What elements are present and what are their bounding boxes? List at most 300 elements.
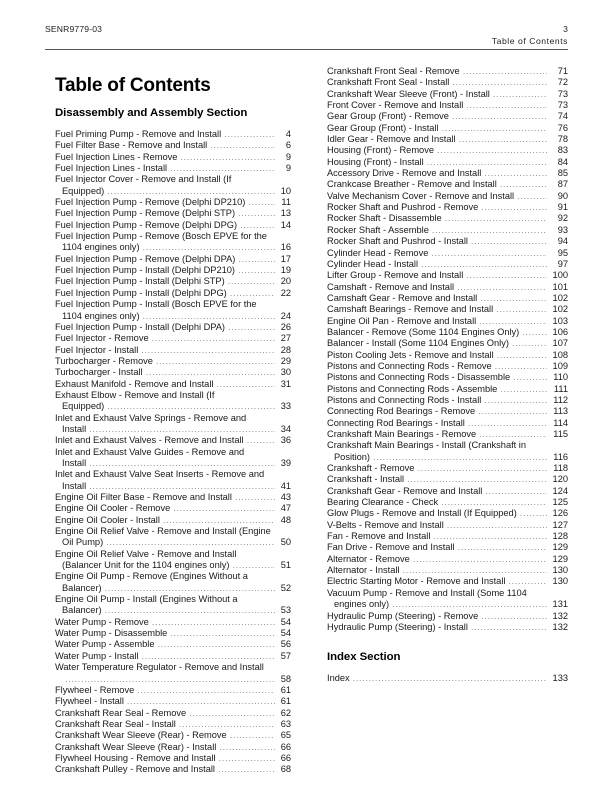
toc-entry-line (327, 611, 568, 622)
toc-entry[interactable] (55, 503, 291, 514)
toc-entry[interactable] (327, 304, 568, 315)
toc-entry-line (55, 583, 291, 594)
toc-entry[interactable] (55, 742, 291, 753)
toc-entry-page-number: 61 (280, 696, 291, 707)
toc-entry[interactable] (327, 440, 568, 463)
toc-entry[interactable] (55, 662, 291, 685)
toc-leader-dots (479, 429, 547, 440)
toc-leader-dots (230, 288, 275, 299)
toc-entry-line (55, 515, 291, 526)
toc-leader-dots (478, 406, 547, 417)
toc-leader-dots (216, 379, 275, 390)
toc-leader-dots (163, 515, 275, 526)
toc-entry[interactable] (327, 225, 568, 236)
toc-entry[interactable] (55, 696, 291, 707)
toc-entry-line (327, 463, 568, 474)
toc-entry-line (55, 639, 291, 650)
toc-entry[interactable] (327, 202, 568, 213)
toc-entry[interactable] (327, 66, 568, 77)
toc-entry-page-number: 132 (552, 621, 568, 632)
toc-leader-dots (248, 197, 275, 208)
toc-leader-dots (152, 617, 275, 628)
toc-entry[interactable] (55, 594, 291, 617)
toc-entry-page-number: 31 (280, 378, 291, 389)
toc-entry-page-number: 97 (557, 258, 568, 269)
toc-entry-text-line: Fuel Injection Pump - Remove (Bosch EPVE for the (55, 231, 267, 242)
toc-entry[interactable] (327, 248, 568, 259)
toc-entry-title: Crankshaft Rear Seal - Remove (55, 707, 187, 718)
toc-entry-title: Rocker Shaft - Disassemble (327, 213, 442, 224)
toc-entry-page-number: 132 (552, 610, 568, 621)
toc-entry[interactable] (55, 753, 291, 764)
toc-entry-line (327, 123, 568, 134)
toc-entry-line (55, 503, 291, 514)
toc-entry[interactable] (327, 384, 568, 395)
toc-entry[interactable] (55, 197, 291, 208)
toc-leader-dots (457, 282, 547, 293)
toc-entry-page-number: 103 (552, 315, 568, 326)
toc-entry-line (55, 345, 291, 356)
toc-entry-title: Rocker Shaft and Pushrod - Remove (327, 202, 479, 213)
toc-entry-page-number: 30 (280, 367, 291, 378)
toc-entry[interactable] (55, 276, 291, 287)
toc-leader-dots (106, 537, 275, 548)
toc-entry-line (327, 270, 568, 281)
toc-entry-page-number: 20 (280, 276, 291, 287)
toc-entry[interactable] (55, 333, 291, 344)
toc-entry[interactable] (327, 316, 568, 327)
toc-entry-line (55, 220, 291, 231)
toc-leader-dots (485, 486, 547, 497)
toc-entry[interactable] (327, 520, 568, 531)
toc-entry[interactable] (327, 338, 568, 349)
toc-entry-line (55, 696, 291, 707)
toc-entry[interactable] (55, 447, 291, 470)
header-section-label: Table of Contents (491, 35, 568, 46)
toc-entry-line (55, 367, 291, 378)
toc-entry-title: Equipped) (62, 401, 105, 412)
header-rule (45, 49, 568, 50)
toc-entry[interactable] (327, 157, 568, 168)
toc-entry[interactable] (327, 611, 568, 622)
toc-leader-dots (495, 361, 547, 372)
toc-entry-title: Piston Cooling Jets - Remove and Install (327, 349, 494, 360)
toc-entry[interactable] (55, 367, 291, 378)
toc-entry[interactable] (55, 174, 291, 197)
toc-leader-dots (512, 338, 547, 349)
toc-entry-title: Fuel Injector - Install (55, 344, 139, 355)
toc-leader-dots (141, 651, 275, 662)
toc-leader-dots (481, 202, 547, 213)
toc-entry-title: Pistons and Connecting Rods - Assemble (327, 383, 498, 394)
toc-entry-title: Crankshaft Rear Seal - Install (55, 718, 176, 729)
toc-entry-line (327, 134, 568, 145)
toc-entry-title: Engine Oil Cooler - Remove (55, 503, 171, 514)
toc-entry[interactable] (55, 730, 291, 741)
toc-entry-title: Install (62, 457, 87, 468)
toc-entry-page-number: 102 (552, 304, 568, 315)
toc-leader-dots (247, 435, 275, 446)
toc-entry[interactable] (327, 327, 568, 338)
toc-entry-page-number: 47 (280, 503, 291, 514)
toc-entry-page-number: 129 (552, 542, 568, 553)
toc-entry-page-number: 133 (552, 673, 568, 684)
toc-entry-line (327, 406, 568, 417)
toc-entry-page-number: 62 (280, 707, 291, 718)
toc-entry-page-number: 129 (552, 553, 568, 564)
header-top-row (45, 24, 568, 34)
toc-entry[interactable] (55, 708, 291, 719)
toc-entry-page-number: 102 (552, 292, 568, 303)
toc-entry[interactable] (55, 231, 291, 254)
toc-entry-title: Index (327, 673, 350, 684)
toc-entry[interactable] (55, 140, 291, 151)
toc-leader-dots (431, 248, 547, 259)
toc-entry-title: Idler Gear - Remove and Install (327, 134, 456, 145)
toc-entry-page-number: 52 (280, 582, 291, 593)
toc-entry-title: Alternator - Install (327, 565, 400, 576)
toc-entry-title: Fuel Injection Pump - Remove (Delphi DP210) (55, 197, 246, 208)
toc-entry-page-number: 114 (553, 417, 568, 428)
toc-leader-dots (458, 542, 547, 553)
toc-entry-title: Balancer) (62, 605, 102, 616)
toc-leader-dots (417, 463, 547, 474)
toc-entry[interactable] (55, 129, 291, 140)
toc-entry[interactable] (55, 322, 291, 333)
toc-entry-page-number: 36 (280, 435, 291, 446)
toc-entry[interactable] (327, 282, 568, 293)
toc-leader-dots (232, 560, 275, 571)
toc-leader-dots (463, 66, 547, 77)
toc-entry-page-number: 87 (557, 179, 568, 190)
toc-entry[interactable] (327, 486, 568, 497)
toc-entry-title: Housing (Front) - Install (327, 156, 424, 167)
toc-entry-line (327, 77, 568, 88)
toc-entry-title: Fuel Injector - Remove (55, 333, 149, 344)
toc-entry-title: Fuel Priming Pump - Remove and Install (55, 129, 222, 139)
toc-entry[interactable] (55, 413, 291, 436)
toc-entry-page-number: 19 (280, 265, 291, 276)
toc-entry[interactable] (55, 208, 291, 219)
toc-leader-dots (127, 696, 275, 707)
toc-entry[interactable] (327, 270, 568, 281)
toc-entry[interactable] (55, 390, 291, 413)
toc-entry[interactable] (55, 526, 291, 549)
toc-entry-page-number: 118 (553, 463, 568, 474)
toc-entry[interactable] (55, 492, 291, 503)
toc-entry[interactable] (327, 145, 568, 156)
toc-entry[interactable] (327, 463, 568, 474)
section-heading-index: Index Section (327, 651, 401, 664)
toc-entry-page-number: 34 (280, 423, 291, 434)
toc-entry[interactable] (55, 549, 291, 572)
toc-entry-page-number: 74 (557, 111, 568, 122)
toc-leader-dots (230, 730, 275, 741)
toc-entry-title: Crankshaft Pulley - Remove and Install (55, 764, 215, 775)
toc-column-left (55, 107, 291, 776)
toc-entry[interactable] (327, 622, 568, 633)
toc-entry[interactable] (327, 100, 568, 111)
toc-entry-title: Pistons and Connecting Rods - Remove (327, 360, 492, 371)
toc-entry-title: Gear Group (Front) - Remove (327, 111, 449, 122)
toc-entry[interactable] (327, 259, 568, 270)
toc-leader-dots (392, 599, 547, 610)
toc-leader-dots (480, 293, 547, 304)
section-heading-disassembly-and-assembly: Disassembly and Assembly Section (55, 107, 248, 119)
toc-entry-page-number: 10 (280, 185, 291, 196)
toc-entry[interactable] (55, 379, 291, 390)
toc-leader-dots (218, 764, 275, 775)
toc-entry-line (327, 599, 568, 610)
page-header (45, 24, 568, 50)
toc-entry[interactable] (55, 571, 291, 594)
toc-leader-dots (402, 565, 547, 576)
toc-entry-page-number: 72 (557, 77, 568, 88)
toc-entry[interactable] (327, 77, 568, 88)
toc-entry[interactable] (55, 356, 291, 367)
toc-leader-dots (421, 259, 547, 270)
toc-column-right (327, 66, 568, 685)
toc-entry[interactable] (327, 179, 568, 190)
toc-leader-dots (152, 333, 275, 344)
toc-entry-line (55, 651, 291, 662)
toc-entry-title: Fan Drive - Remove and Install (327, 542, 455, 553)
toc-entry-line (55, 537, 291, 548)
toc-entry[interactable] (327, 123, 568, 134)
toc-entry-line (327, 361, 568, 372)
toc-leader-dots (459, 134, 547, 145)
toc-entry-line (327, 554, 568, 565)
toc-entry-page-number: 61 (280, 684, 291, 695)
toc-entry-title: Lifter Group - Remove and Install (327, 270, 464, 281)
toc-leader-dots (427, 157, 547, 168)
toc-leader-dots (437, 145, 547, 156)
toc-entry-line (327, 304, 568, 315)
toc-leader-dots (484, 168, 547, 179)
toc-entry-line (327, 145, 568, 156)
toc-entry[interactable] (327, 406, 568, 417)
toc-entry-page-number: 27 (280, 333, 291, 344)
toc-entry-line (327, 531, 568, 542)
toc-entry[interactable] (327, 508, 568, 519)
toc-entry[interactable] (55, 719, 291, 730)
toc-entry-text-line: Engine Oil Relief Valve - Remove and Install (55, 548, 237, 559)
toc-entry[interactable] (327, 542, 568, 553)
toc-entry-line (55, 424, 291, 435)
toc-entry-text-line: Vacuum Pump - Remove and Install (Some 1104 (327, 587, 527, 598)
toc-entry-page-number: 113 (553, 406, 568, 417)
toc-leader-dots (522, 327, 547, 338)
toc-entry-line (327, 213, 568, 224)
toc-entry[interactable] (327, 531, 568, 542)
toc-entry[interactable] (327, 168, 568, 179)
document-id: SENR9779-03 (45, 24, 103, 34)
toc-entry-title: Fuel Filter Base - Remove and Install (55, 140, 208, 151)
toc-entry[interactable] (55, 163, 291, 174)
toc-entry-line (327, 111, 568, 122)
toc-entry-page-number: 26 (280, 321, 291, 332)
toc-entry-line (327, 191, 568, 202)
toc-leader-dots (442, 123, 547, 134)
toc-entry-title: Crankshaft Gear - Remove and Install (327, 485, 483, 496)
toc-entry[interactable] (55, 628, 291, 639)
toc-entry-title: Flywheel - Install (55, 696, 124, 707)
toc-entry-title: Fuel Injection Pump - Remove (Delphi DPG) (55, 219, 238, 230)
toc-entry[interactable] (55, 515, 291, 526)
toc-leader-dots (189, 708, 275, 719)
toc-entry-title: Camshaft - Remove and Install (327, 281, 455, 292)
toc-entry-title: Equipped) (62, 185, 105, 196)
toc-entry-page-number: 71 (557, 66, 568, 76)
toc-entry[interactable] (55, 288, 291, 299)
toc-entry[interactable] (327, 372, 568, 383)
toc-entry-line (55, 379, 291, 390)
toc-entry-line (55, 560, 291, 571)
toc-leader-dots (156, 356, 275, 367)
toc-entry-title: Crankshaft Wear Sleeve (Rear) - Remove (55, 730, 227, 741)
toc-entry-title: Crankshaft Front Seal - Remove (327, 66, 460, 76)
toc-entry-page-number: 4 (285, 129, 291, 139)
toc-leader-dots (407, 474, 547, 485)
toc-leader-dots (481, 611, 547, 622)
toc-entry[interactable] (327, 111, 568, 122)
toc-entry-line (55, 129, 291, 140)
toc-leader-dots (141, 345, 275, 356)
toc-entry-page-number: 120 (552, 474, 568, 485)
toc-entry-page-number: 43 (280, 492, 291, 502)
toc-entry-title: Accessory Drive - Remove and Install (327, 168, 482, 179)
toc-leader-dots (157, 639, 275, 650)
toc-entry-page-number: 78 (557, 134, 568, 145)
toc-leader-dots (235, 492, 275, 503)
toc-entry-text-line: Exhaust Elbow - Remove and Install (If (55, 389, 215, 400)
toc-entry-page-number: 108 (552, 349, 568, 360)
toc-entry[interactable] (55, 220, 291, 231)
toc-entry[interactable] (327, 236, 568, 247)
toc-entry[interactable] (55, 651, 291, 662)
toc-entry[interactable] (55, 435, 291, 446)
toc-entry[interactable] (327, 361, 568, 372)
toc-leader-dots (468, 418, 547, 429)
toc-entry[interactable] (55, 254, 291, 265)
toc-entry[interactable] (55, 685, 291, 696)
toc-entry-line (327, 429, 568, 440)
toc-entry[interactable] (327, 134, 568, 145)
toc-leader-dots (143, 311, 275, 322)
toc-entry[interactable] (327, 576, 568, 587)
toc-entry-title: Turbocharger - Install (55, 367, 143, 378)
toc-entry[interactable] (327, 418, 568, 429)
toc-leader-dots (500, 384, 547, 395)
toc-entry[interactable] (327, 213, 568, 224)
toc-entry-line (55, 764, 291, 775)
toc-entry-line (55, 492, 291, 503)
toc-list-disassembly-and-assembly-continued (327, 66, 568, 633)
toc-entry[interactable] (55, 265, 291, 276)
toc-leader-dots (466, 100, 547, 111)
toc-entry[interactable] (55, 345, 291, 356)
toc-entry-text-line: Engine Oil Pump - Install (Engines Without a (55, 594, 238, 605)
toc-leader-dots (471, 236, 547, 247)
toc-entry-title: Crankshaft Front Seal - Install (327, 77, 450, 88)
toc-entry-page-number: 100 (552, 270, 568, 281)
toc-entry[interactable] (327, 429, 568, 440)
toc-leader-dots (452, 111, 547, 122)
toc-entry-line (327, 157, 568, 168)
toc-entry[interactable] (55, 617, 291, 628)
toc-entry-page-number: 85 (557, 168, 568, 179)
toc-entry[interactable] (55, 469, 291, 492)
toc-entry-line (327, 418, 568, 429)
toc-entry-title: Balancer - Install (Some 1104 Engines Only) (327, 338, 509, 349)
toc-entry-page-number: 101 (552, 281, 568, 292)
toc-entry-title: Pistons and Connecting Rods - Disassemble (327, 372, 511, 383)
toc-entry[interactable] (55, 152, 291, 163)
toc-leader-dots (373, 452, 547, 463)
toc-leader-dots (500, 179, 547, 190)
toc-entry-line (55, 742, 291, 753)
toc-entry[interactable] (55, 764, 291, 775)
toc-entry-line (55, 435, 291, 446)
toc-entry[interactable] (327, 293, 568, 304)
toc-entry-line (327, 168, 568, 179)
toc-entry-title: Front Cover - Remove and Install (327, 100, 464, 111)
toc-entry[interactable] (327, 497, 568, 508)
toc-entry[interactable] (327, 474, 568, 485)
toc-entry-line (55, 140, 291, 151)
toc-entry[interactable] (327, 191, 568, 202)
toc-entry[interactable] (327, 89, 568, 100)
toc-entry-title: Install (62, 480, 87, 491)
toc-entry-page-number: 107 (552, 338, 568, 349)
toc-leader-dots (143, 242, 275, 253)
toc-entry-line (327, 372, 568, 383)
toc-entry[interactable] (327, 588, 568, 611)
toc-leader-dots (471, 622, 547, 633)
toc-entry-page-number: 93 (557, 224, 568, 235)
toc-leader-dots (466, 270, 547, 281)
toc-entry[interactable] (327, 395, 568, 406)
toc-entry-line (55, 685, 291, 696)
toc-entry[interactable] (327, 565, 568, 576)
toc-entry-title: Fuel Injection Pump - Install (Delphi DPA) (55, 321, 226, 332)
toc-entry-page-number: 94 (557, 236, 568, 247)
toc-entry-line (55, 208, 291, 219)
toc-leader-dots (238, 254, 275, 265)
toc-leader-dots (447, 520, 547, 531)
toc-entry[interactable] (55, 299, 291, 322)
toc-entry-title: Water Pump - Remove (55, 616, 149, 627)
toc-entry-text-line: Fuel Injection Pump - Install (Bosch EPVE for the (55, 299, 257, 310)
toc-entry-line (327, 225, 568, 236)
toc-leader-dots (105, 583, 275, 594)
toc-entry-title: Fuel Injection Pump - Install (Delphi STP) (55, 276, 225, 287)
toc-entry[interactable] (327, 554, 568, 565)
toc-entry[interactable] (55, 639, 291, 650)
toc-entry[interactable] (327, 673, 568, 684)
toc-leader-dots (520, 508, 547, 519)
toc-entry[interactable] (327, 350, 568, 361)
toc-leader-dots (170, 628, 275, 639)
toc-entry-title: Balancer - Remove (Some 1104 Engines Only) (327, 326, 520, 337)
toc-entry-page-number: 73 (557, 100, 568, 111)
toc-entry-line (55, 163, 291, 174)
toc-entry-text-line: Water Temperature Regulator - Remove and Install (55, 662, 264, 673)
toc-entry-line (327, 384, 568, 395)
toc-entry-page-number: 57 (280, 650, 291, 661)
toc-entry-title: 1104 engines only) (62, 310, 140, 321)
toc-entry-line (327, 66, 568, 77)
